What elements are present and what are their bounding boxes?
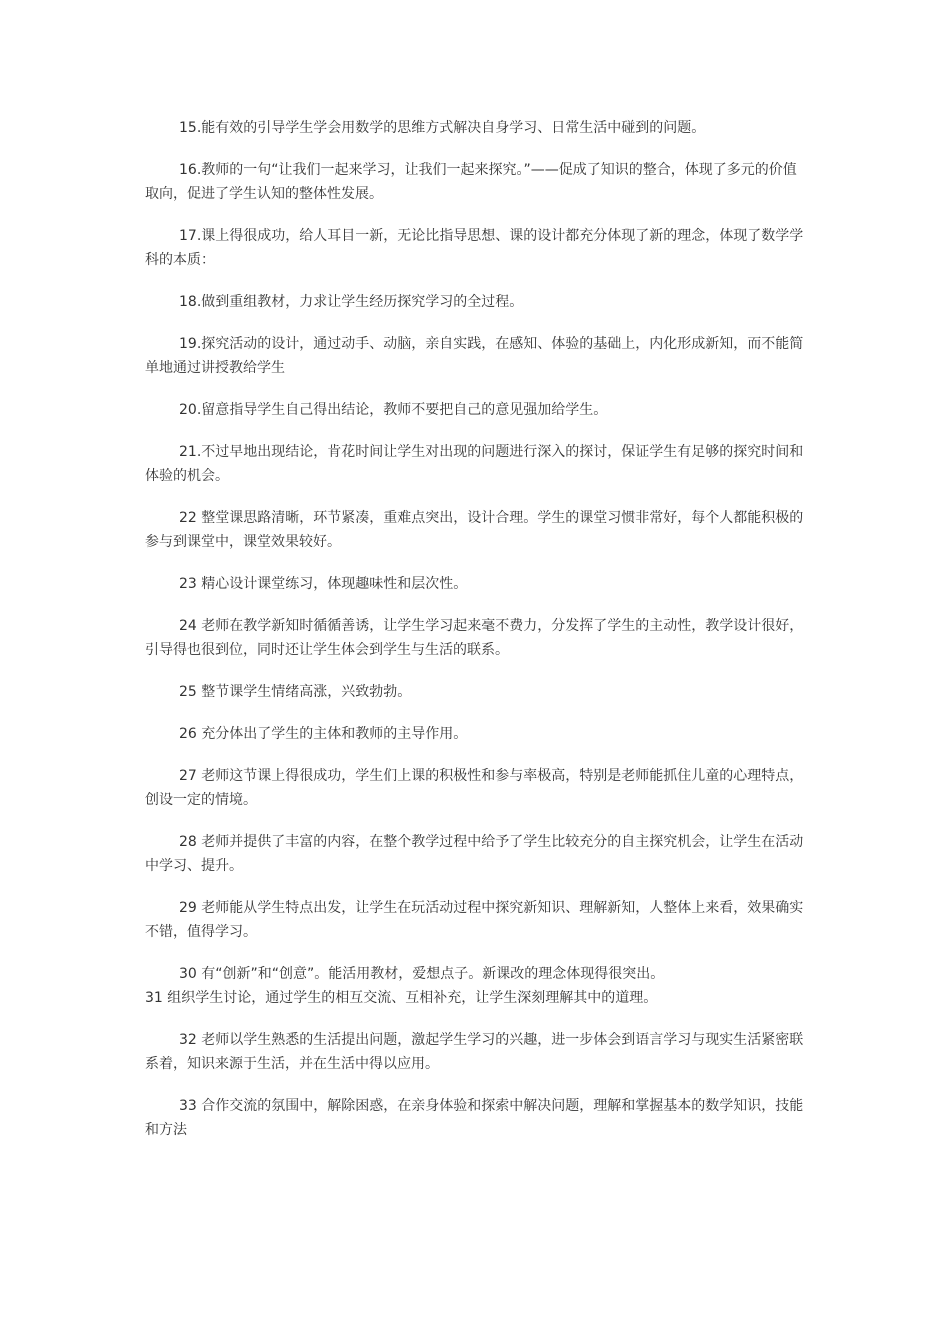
paragraph-23: 23 精心设计课堂练习，体现趣味性和层次性。 xyxy=(179,576,468,592)
paragraph-22: 22 整堂课思路清晰，环节紧凑，重难点突出，设计合理。学生的课堂习惯非常好，每个人都能积极的参与到课堂中，课堂效果较好。 xyxy=(145,510,804,550)
paragraph-25: 25 整节课学生情绪高涨，兴致勃勃。 xyxy=(179,684,412,700)
paragraph-28: 28 老师并提供了丰富的内容，在整个教学过程中给予了学生比较充分的自主探究机会，让学生在活动中学习、提升。 xyxy=(145,834,804,874)
paragraph-29: 29 老师能从学生特点出发，让学生在玩活动过程中探究新知识、理解新知，人整体上来看，效果确实不错，值得学习。 xyxy=(145,900,804,940)
paragraph-31: 31 组织学生讨论，通过学生的相互交流、互相补充，让学生深刻理解其中的道理。 xyxy=(145,990,658,1006)
paragraph-32: 32 老师以学生熟悉的生活提出问题，激起学生学习的兴趣，进一步体会到语言学习与现实生活紧密联系着，知识来源于生活，并在生活中得以应用。 xyxy=(145,1032,804,1072)
paragraph-19: 19.探究活动的设计，通过动手、动脑，亲自实践，在感知、体验的基础上，内化形成新知，而不能简单地通过讲授教给学生 xyxy=(145,336,804,376)
paragraph-21: 21.不过早地出现结论，肯花时间让学生对出现的问题进行深入的探讨，保证学生有足够的探究时间和体验的机会。 xyxy=(145,444,804,484)
paragraph-20: 20.留意指导学生自己得出结论，教师不要把自己的意见强加给学生。 xyxy=(179,402,608,418)
document-body xyxy=(145,116,810,1160)
paragraph-26: 26 充分体出了学生的主体和教师的主导作用。 xyxy=(179,726,468,742)
paragraph-24: 24 老师在教学新知时循循善诱，让学生学习起来毫不费力，分发挥了学生的主动性，教学设计很好，引导得也很到位，同时还让学生体会到学生与生活的联系。 xyxy=(145,618,804,658)
paragraph-33: 33 合作交流的氛围中，解除困惑，在亲身体验和探索中解决问题，理解和掌握基本的数学知识，技能和方法 xyxy=(145,1098,804,1138)
paragraph-18: 18.做到重组教材，力求让学生经历探究学习的全过程。 xyxy=(179,294,524,310)
paragraph-15: 15.能有效的引导学生学会用数学的思维方式解决自身学习、日常生活中碰到的问题。 xyxy=(179,120,706,136)
paragraph-27: 27 老师这节课上得很成功，学生们上课的积极性和参与率极高，特别是老师能抓住儿童的心理特点，创设一定的情境。 xyxy=(145,768,804,808)
paragraph-16: 16.教师的一句“让我们一起来学习，让我们一起来探究。”——促成了知识的整合，体现了多元的价值取向，促进了学生认知的整体性发展。 xyxy=(145,162,797,202)
paragraph-30: 30 有“创新”和“创意”。能活用教材，爱想点子。新课改的理念体现得很突出。 xyxy=(179,966,665,982)
paragraph-17: 17.课上得很成功，给人耳目一新，无论比指导思想、课的设计都充分体现了新的理念，体现了数学学科的本质： xyxy=(145,228,804,268)
